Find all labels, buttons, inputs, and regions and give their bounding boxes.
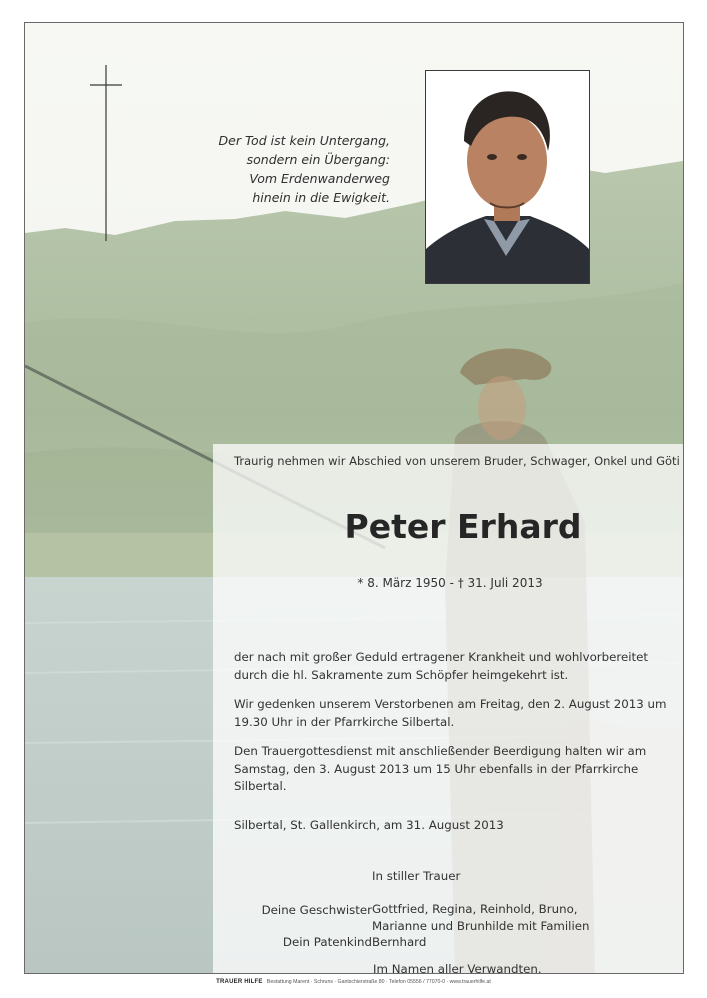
signature-title: In stiller Trauer [372,869,461,883]
mourner-label-godchild: Dein Patenkind [282,935,372,949]
quote-line: Vom Erdenwanderweg [249,171,390,186]
portrait-photo [425,70,590,284]
mourner-names-siblings [372,901,589,934]
mourner-name-line: Marianne und Brunhilde mit Familien [372,918,590,933]
life-dates: * 8. März 1950 - † 31. Juli 2013 [357,576,543,590]
mourner-name-line: Gottfried, Regina, Reinhold, Bruno, [372,902,578,916]
intro-text: Traurig nehmen wir Abschied von unserem Bruder, Schwager, Onkel und Göti [234,454,680,468]
mourner-names-godchild [372,934,426,951]
closing-line: Im Namen aller Verwandten. [373,962,542,974]
paragraph-passing: der nach mit großer Geduld ertragener Krankheit und wohlvorbereitet durch die hl. Sakramente zum Schöpfer heimgekehrt ist. [234,650,649,682]
quote-line: Der Tod ist kein Untergang, [218,133,390,148]
obituary-text-panel [213,444,683,973]
footer-details: Bestattung Marent · Schruns · Gantschierstraße 80 · Telefon 05556 / 77070-0 · www.trauerhilfe.at [266,979,491,985]
mourner-name-line: Bernhard [372,935,427,949]
quote-line: sondern ein Übergang: [246,152,390,167]
quote-line: hinein in die Ewigkeit. [252,190,390,205]
obituary-card [24,22,684,974]
place-date: Silbertal, St. Gallenkirch, am 31. August 2013 [234,818,504,832]
paragraph-remembrance: Wir gedenken unserem Verstorbenen am Freitag, den 2. August 2013 um 19.30 Uhr in der Pfarrkirche Silbertal. [234,697,667,729]
mourner-label-siblings: Deine Geschwister [261,903,372,917]
footer-imprint [0,979,707,985]
paragraph-funeral: Den Trauergottesdienst mit anschließender Beerdigung halten wir am Samstag, den 3. August 2013 um 15 Uhr ebenfalls in der Pfarrkirche Silbertal. [234,744,647,793]
portrait-image [426,71,589,283]
memorial-quote [130,131,390,207]
footer-brand: TRAUER HILFE [216,979,263,985]
deceased-name: Peter Erhard [344,507,582,546]
cross-icon [90,65,122,241]
